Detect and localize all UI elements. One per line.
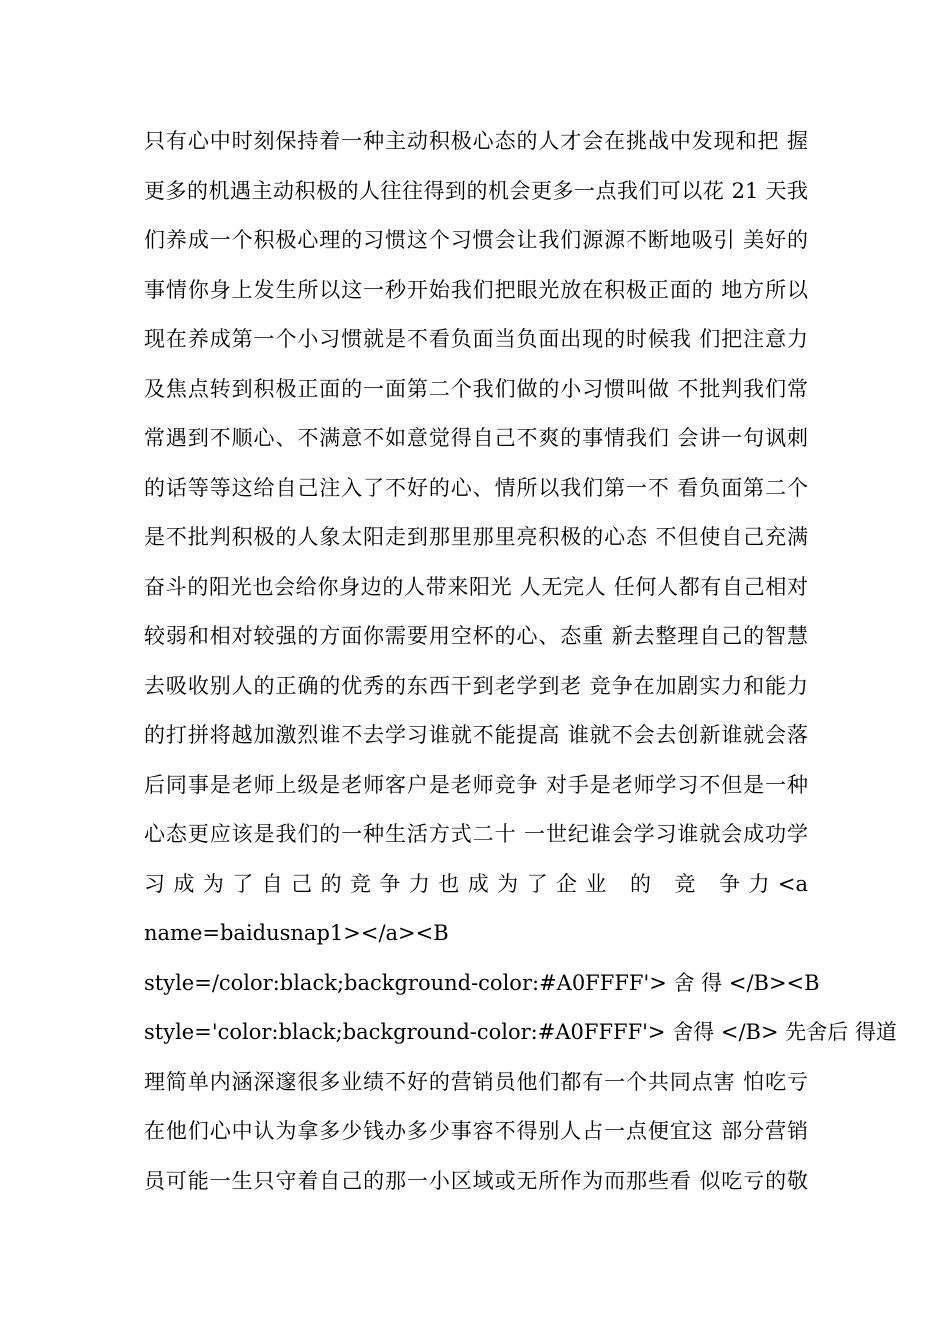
text-line: style='color:black;background-color:#A0FFFF'> 舍得 </B> 先舍后 得道 (144, 1020, 897, 1044)
text-line: 更多的机遇主动积极的人往往得到的机会更多一点我们可以花 21 天我 (144, 178, 808, 203)
text-line: 习成为了自己的竞争力也成为了企业 的 竞 争力<a (144, 871, 808, 896)
text-line: 们养成一个积极心理的习惯这个习惯会让我们源源不断地吸引 美好的 (144, 228, 808, 252)
text-line: 较弱和相对较强的方面你需要用空杯的心、态重 新去整理自己的智慧 (144, 624, 808, 648)
text-line: 常遇到不顺心、不满意不如意觉得自己不爽的事情我们 会讲一句讽刺 (144, 426, 808, 450)
text-line: name=baidusnap1></a><B (144, 921, 449, 945)
text-line: 及焦点转到积极正面的一面第二个我们做的小习惯叫做 不批判我们常 (144, 376, 808, 401)
text-line: 员可能一生只守着自己的那一小区域或无所作为而那些看 似吃亏的敬 (144, 1168, 808, 1193)
text-line: 的打拼将越加激烈谁不去学习谁就不能提高 谁就不会去创新谁就会落 (144, 723, 808, 747)
text-line: style=/color:black;background-color:#A0FFFF'> 舍 得 </B><B (144, 970, 820, 995)
text-line: 奋斗的阳光也会给你身边的人带来阳光 人无完人 任何人都有自己相对 (144, 574, 808, 599)
body-text (144, 117, 897, 1206)
text-line: 后同事是老师上级是老师客户是老师竞争 对手是老师学习不但是一种 (144, 772, 808, 797)
text-line: 去吸收别人的正确的优秀的东西干到老学到老 竞争在加剧实力和能力 (144, 673, 808, 698)
text-line: 心态更应该是我们的一种生活方式二十 一世纪谁会学习谁就会成功学 (144, 822, 808, 846)
text-line: 事情你身上发生所以这一秒开始我们把眼光放在积极正面的 地方所以 (144, 277, 808, 302)
text-line: 理简单内涵深邃很多业绩不好的营销员他们都有一个共同点害 怕吃亏 (144, 1069, 808, 1094)
text-line: 在他们心中认为拿多少钱办多少事容不得别人占一点便宜这 部分营销 (144, 1119, 808, 1143)
text-line: 是不批判积极的人象太阳走到那里那里亮积极的心态 不但使自己充满 (144, 525, 808, 549)
text-line: 只有心中时刻保持着一种主动积极心态的人才会在挑战中发现和把 握 (144, 129, 808, 153)
text-line: 现在养成第一个小习惯就是不看负面当负面出现的时候我 们把注意力 (144, 327, 808, 351)
text-line: 的话等等这给自己注入了不好的心、情所以我们第一不 看负面第二个 (144, 475, 808, 500)
